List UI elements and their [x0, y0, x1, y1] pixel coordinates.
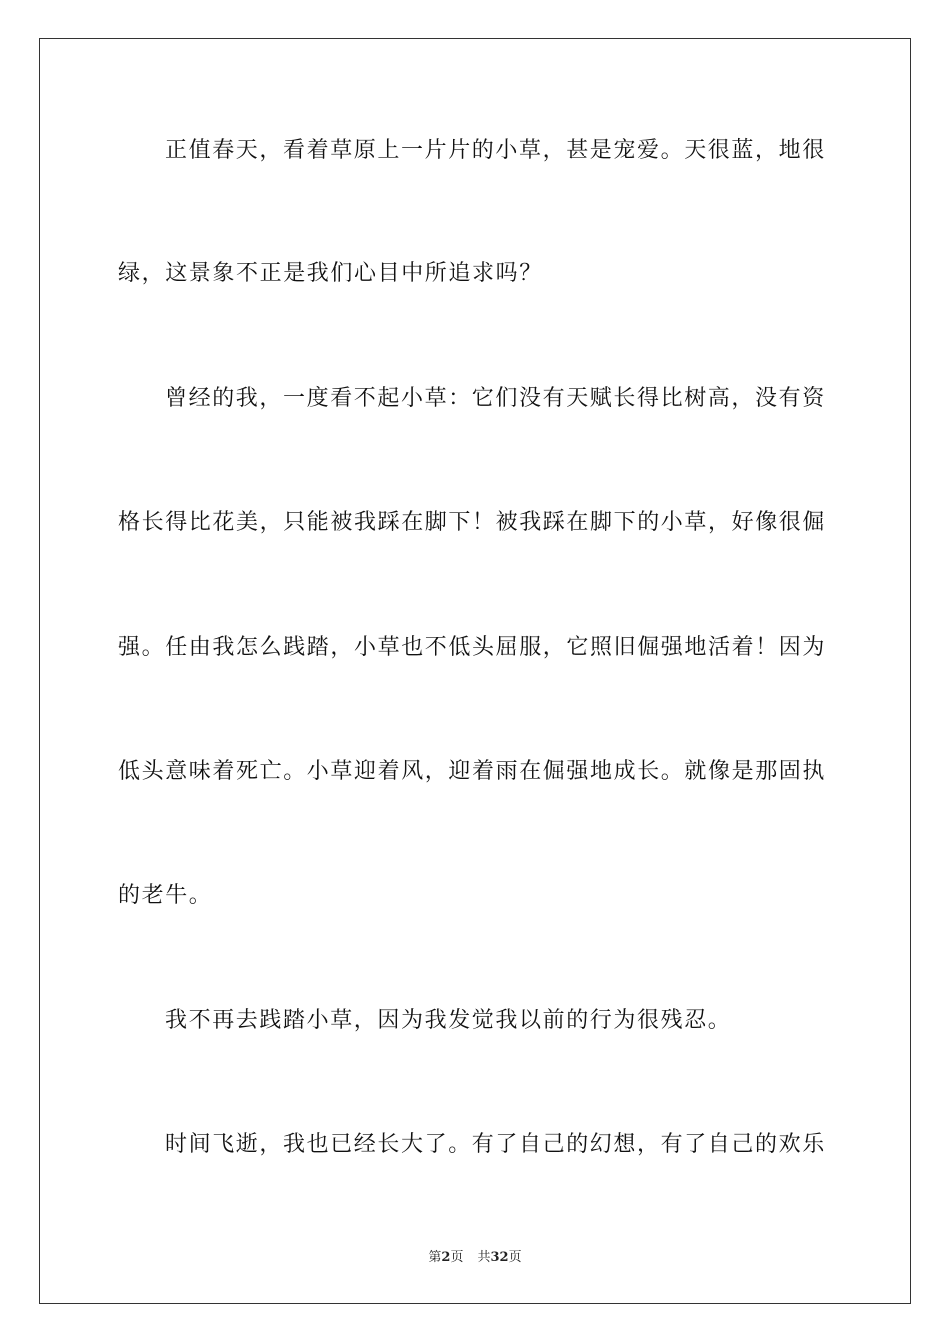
- text-line-5: 强。任由我怎么践踏，小草也不低头屈服，它照旧倔强地活着！因为: [118, 635, 827, 660]
- footer-page-suffix: 页: [450, 1250, 464, 1265]
- text-line-8: 我不再去践踏小草，因为我发觉我以前的行为很残忍。: [165, 1008, 732, 1033]
- text-line-1: 正值春天，看着草原上一片片的小草，甚是宠爱。天很蓝，地很: [165, 138, 826, 163]
- page-footer: [0, 1246, 950, 1265]
- text-line-7: 的老牛。: [118, 883, 213, 908]
- page-border: [39, 38, 911, 1304]
- text-line-6: 低头意味着死亡。小草迎着风，迎着雨在倔强地成长。就像是那固执: [118, 759, 827, 784]
- footer-page-prefix: 第: [428, 1250, 442, 1265]
- footer-page-number: 2: [441, 1250, 451, 1265]
- footer-total-prefix: 共: [477, 1250, 491, 1265]
- text-line-2: 绿，这景象不正是我们心目中所追求吗？: [118, 261, 543, 286]
- text-line-9: 时间飞逝，我也已经长大了。有了自己的幻想，有了自己的欢乐: [165, 1132, 826, 1157]
- text-line-4: 格长得比花美，只能被我踩在脚下！被我踩在脚下的小草，好像很倔: [118, 510, 827, 535]
- footer-total-pages: 32: [490, 1250, 509, 1265]
- text-line-3: 曾经的我，一度看不起小草：它们没有天赋长得比树高，没有资: [165, 386, 826, 411]
- footer-total-suffix: 页: [508, 1250, 522, 1265]
